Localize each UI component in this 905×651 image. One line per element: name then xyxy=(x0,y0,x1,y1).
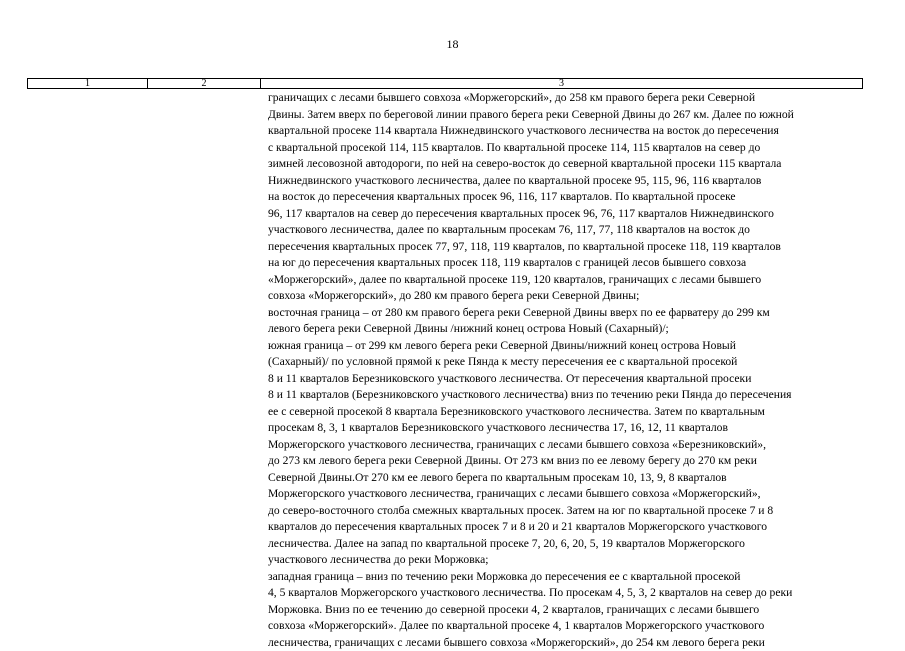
text-line: до северо-восточного столба смежных квартальных просек. Затем на юг по квартальной просеке 7 и 8 xyxy=(268,503,858,520)
text-line: (Сахарный)/ по условной прямой к реке Пянда к месту пересечения ее с квартальной просекой xyxy=(268,354,858,371)
text-line: кварталов до пересечения квартальных просек 7 и 8 и 20 и 21 кварталов Моржегорского участкового xyxy=(268,519,858,536)
text-line: лесничества. Далее на запад по квартальной просеке 7, 20, 6, 20, 5, 19 кварталов Моржегорского xyxy=(268,536,858,553)
text-line: с квартальной просекой 114, 115 кварталов. По квартальной просеке 114, 115 кварталов на север до xyxy=(268,140,858,157)
text-line: просекам 8, 3, 1 кварталов Березниковского участкового лесничества 17, 16, 12, 11 кварталов xyxy=(268,420,858,437)
text-line: левого берега реки Северной Двины /нижний конец острова Новый (Сахарный)/; xyxy=(268,321,858,338)
column-header-2: 2 xyxy=(148,79,261,88)
text-line: Двины. Затем вверх по береговой линии правого берега реки Северной Двины до 267 км. Далее по южной xyxy=(268,107,858,124)
column-header-3: 3 xyxy=(261,79,862,88)
text-line: Моржовка. Вниз по ее течению до северной просеки 4, 2 кварталов, граничащих с лесами бывшего xyxy=(268,602,858,619)
text-line: Нижнедвинского участкового лесничества, далее по квартальной просеке 95, 115, 96, 116 кварталов xyxy=(268,173,858,190)
text-line: зимней лесовозной автодороги, по ней на северо-восток до северной квартальной просеки 115 квартала xyxy=(268,156,858,173)
text-line: Моржегорского участкового лесничества, граничащих с лесами бывшего совхоза «Моржегорский», xyxy=(268,486,858,503)
text-line: 8 и 11 кварталов Березниковского участкового лесничества. От пересечения квартальной просеки xyxy=(268,371,858,388)
text-line: южная граница – от 299 км левого берега реки Северной Двины/нижний конец острова Новый xyxy=(268,338,858,355)
text-line: граничащих с лесами бывшего совхоза «Моржегорский», до 258 км правого берега реки Северной xyxy=(268,90,858,107)
text-line: восточная граница – от 280 км правого берега реки Северной Двины вверх по ее фарватеру до 299 км xyxy=(268,305,858,322)
text-line: ее с северной просекой 8 квартала Березниковского участкового лесничества. Затем по квартальным xyxy=(268,404,858,421)
page-number: 18 xyxy=(0,37,905,52)
text-line: пересечения квартальных просек 77, 97, 118, 119 кварталов, по квартальной просеке 118, 119 кварталов xyxy=(268,239,858,256)
text-line: совхоза «Моржегорский», до 280 км правого берега реки Северной Двины; xyxy=(268,288,858,305)
text-line: участкового лесничества до реки Моржовка; xyxy=(268,552,858,569)
text-line: Северной Двины.От 270 км ее левого берега по квартальным просекам 10, 13, 9, 8 кварталов xyxy=(268,470,858,487)
text-line: 4, 5 кварталов Моржегорского участкового лесничества. По просекам 4, 5, 3, 2 кварталов на север до реки xyxy=(268,585,858,602)
text-line: на восток до пересечения квартальных просек 96, 116, 117 кварталов. По квартальной просеке xyxy=(268,189,858,206)
column-header-1: 1 xyxy=(28,79,148,88)
text-line: на юг до пересечения квартальных просек 118, 119 кварталов с границей лесов бывшего совхоза xyxy=(268,255,858,272)
text-line: Моржегорского участкового лесничества, граничащих с лесами бывшего совхоза «Березниковский», xyxy=(268,437,858,454)
text-line: 8 и 11 кварталов (Березниковского участкового лесничества) вниз по течению реки Пянда до пересечения xyxy=(268,387,858,404)
text-line: 96, 117 кварталов на север до пересечения квартальных просек 96, 76, 117 кварталов Нижнедвинского xyxy=(268,206,858,223)
text-line: совхоза «Моржегорский». Далее по квартальной просеке 4, 1 кварталов Моржегорского участкового xyxy=(268,618,858,635)
text-line: лесничества, граничащих с лесами бывшего совхоза «Моржегорский», до 254 км левого берега реки xyxy=(268,635,858,651)
text-line: квартальной просеке 114 квартала Нижнедвинского участкового лесничества на восток до пересечения xyxy=(268,123,858,140)
text-line: «Моржегорский», далее по квартальной просеке 119, 120 кварталов, граничащих с лесами бывшего xyxy=(268,272,858,289)
table-header xyxy=(27,78,863,89)
text-line: до 273 км левого берега реки Северной Двины. От 273 км вниз по ее левому берегу до 270 км реки xyxy=(268,453,858,470)
text-line: участкового лесничества, далее по квартальным просекам 76, 117, 77, 118 кварталов на восток до xyxy=(268,222,858,239)
text-line: западная граница – вниз по течению реки Моржовка до пересечения ее с квартальной просекой xyxy=(268,569,858,586)
boundary-description-text xyxy=(268,90,858,651)
